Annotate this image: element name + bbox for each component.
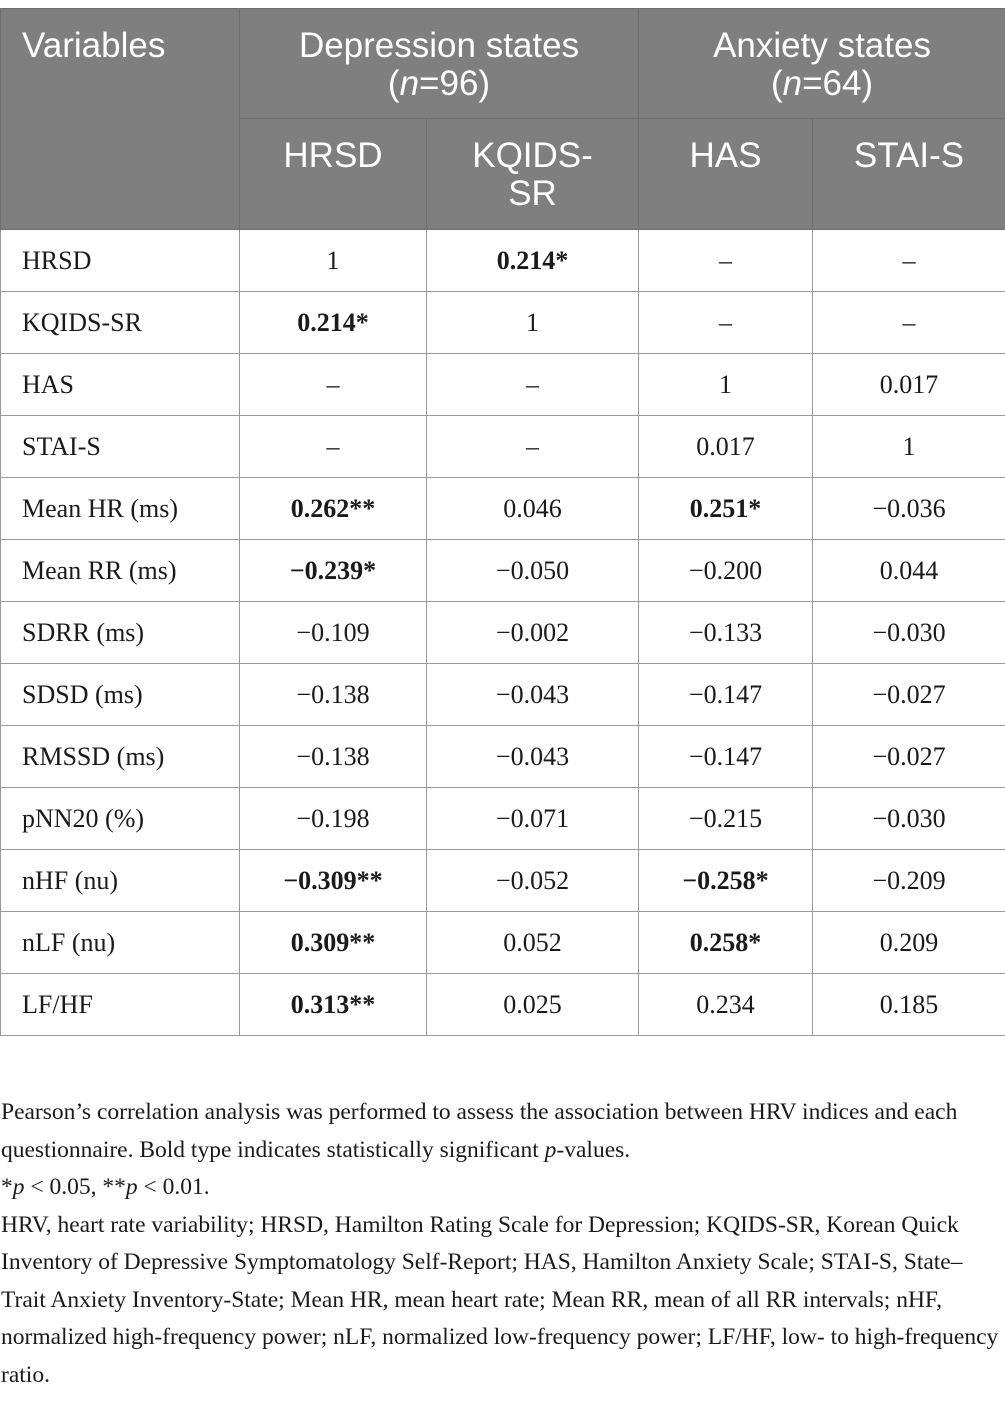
table-cell: −0.200 [639, 540, 813, 602]
table-body [1, 230, 1005, 1036]
table-cell: 1 [813, 416, 1005, 478]
row-label: SDRR (ms) [1, 602, 240, 664]
table-cell: −0.036 [813, 478, 1005, 540]
table-cell: 1 [639, 354, 813, 416]
table-cell: −0.027 [813, 664, 1005, 726]
header-kqids-sr: KQIDS-SR [427, 119, 639, 230]
table-row [1, 478, 1005, 540]
table-cell: 0.185 [813, 974, 1005, 1036]
table-cell: 0.214* [427, 230, 639, 292]
table-cell: −0.138 [240, 726, 427, 788]
row-label: nLF (nu) [1, 912, 240, 974]
table-cell: 0.017 [639, 416, 813, 478]
row-label: nHF (nu) [1, 850, 240, 912]
footnote-abbreviations: HRV, heart rate variability; HRSD, Hamilton Rating Scale for Depression; KQIDS-SR, Korean Quick Inventory of Depressive Symptomatology Self-Report; HAS, Hamilton Anxiety Scale; STAI-S, State–Trait Anxiety Inventory-State; Mean HR, mean heart rate; Mean RR, mean of all RR intervals; nHF, normalized high-frequency power; nLF, normalized low-frequency power; LF/HF, low- to high-frequency ratio. [1, 1211, 999, 1388]
table-cell: 0.262** [240, 478, 427, 540]
anxiety-title: Anxiety states [713, 26, 931, 65]
header-hrsd: HRSD [240, 119, 427, 230]
row-label: Mean RR (ms) [1, 540, 240, 602]
table-row [1, 602, 1005, 664]
table-cell: 0.046 [427, 478, 639, 540]
table-cell: −0.258* [639, 850, 813, 912]
table-cell: −0.030 [813, 788, 1005, 850]
table-row [1, 912, 1005, 974]
table-cell: – [427, 354, 639, 416]
footnote-method: Pearson’s correlation analysis was performed to assess the association between HRV indices and each questionnaire. Bold type indicates statistically significant p-values. [1, 1099, 958, 1163]
row-label: KQIDS-SR [1, 292, 240, 354]
table-cell: 1 [240, 230, 427, 292]
row-label: SDSD (ms) [1, 664, 240, 726]
table-row [1, 540, 1005, 602]
table-cell: −0.215 [639, 788, 813, 850]
table-cell: – [639, 230, 813, 292]
table-cell: −0.027 [813, 726, 1005, 788]
table-cell: −0.002 [427, 602, 639, 664]
table-cell: 0.025 [427, 974, 639, 1036]
table-cell: 0.234 [639, 974, 813, 1036]
table-cell: −0.147 [639, 664, 813, 726]
footnote-significance: *p < 0.05, **p < 0.01. [1, 1174, 210, 1200]
header-stai-s: STAI-S [813, 119, 1005, 230]
table-cell: −0.147 [639, 726, 813, 788]
table-cell: −0.133 [639, 602, 813, 664]
table-cell: −0.198 [240, 788, 427, 850]
table-cell: −0.071 [427, 788, 639, 850]
table-cell: 0.214* [240, 292, 427, 354]
table-cell: 1 [427, 292, 639, 354]
table-cell: – [240, 354, 427, 416]
table-cell: – [427, 416, 639, 478]
header-anxiety-states: Anxiety states (n=64) [639, 9, 1005, 119]
table-row [1, 292, 1005, 354]
table-cell: −0.309** [240, 850, 427, 912]
table-cell: −0.109 [240, 602, 427, 664]
table-cell: – [813, 292, 1005, 354]
table-row [1, 726, 1005, 788]
table-cell: – [813, 230, 1005, 292]
header-variables: Variables [1, 9, 240, 230]
table-cell: 0.209 [813, 912, 1005, 974]
table-row [1, 230, 1005, 292]
table-cell: 0.251* [639, 478, 813, 540]
row-label: STAI-S [1, 416, 240, 478]
table-cell: −0.209 [813, 850, 1005, 912]
table-cell: −0.050 [427, 540, 639, 602]
table-cell: 0.052 [427, 912, 639, 974]
table-row [1, 664, 1005, 726]
table-row [1, 974, 1005, 1036]
table-cell: 0.309** [240, 912, 427, 974]
table-row [1, 850, 1005, 912]
table-cell: 0.313** [240, 974, 427, 1036]
table-footnotes [1, 1094, 1001, 1394]
row-label: Mean HR (ms) [1, 478, 240, 540]
table-cell: 0.258* [639, 912, 813, 974]
table-cell: −0.052 [427, 850, 639, 912]
correlation-table [0, 8, 1005, 1036]
depression-title: Depression states [298, 26, 580, 65]
table-cell: −0.239* [240, 540, 427, 602]
table-cell: – [639, 292, 813, 354]
table-cell: 0.044 [813, 540, 1005, 602]
table-cell: −0.043 [427, 664, 639, 726]
table-cell: 0.017 [813, 354, 1005, 416]
table-cell: – [240, 416, 427, 478]
row-label: HRSD [1, 230, 240, 292]
table-row [1, 788, 1005, 850]
table-cell: −0.138 [240, 664, 427, 726]
table-cell: −0.030 [813, 602, 1005, 664]
table-header [1, 9, 1005, 230]
table-row [1, 416, 1005, 478]
row-label: HAS [1, 354, 240, 416]
row-label: RMSSD (ms) [1, 726, 240, 788]
row-label: pNN20 (%) [1, 788, 240, 850]
row-label: LF/HF [1, 974, 240, 1036]
header-has: HAS [639, 119, 813, 230]
header-depression-states: Depression states (n=96) [240, 9, 639, 119]
table-cell: −0.043 [427, 726, 639, 788]
table-row [1, 354, 1005, 416]
